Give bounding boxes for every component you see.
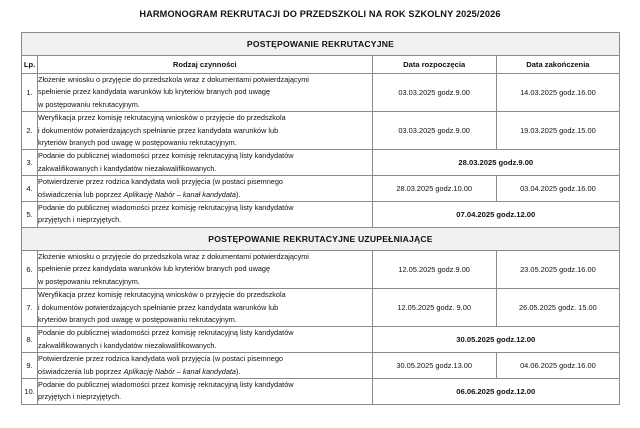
activity-description: Złożenie wniosku o przyjęcie do przedszkola wraz z dokumentami potwierdzającymi spełnienie przez kandydata warunków lub kryteriów branych pod uwagę w postępowaniu rekrutacyjnym.	[38, 250, 373, 288]
activity-description: Podanie do publicznej wiadomości przez komisję rekrutacyjną listy kandydatów zakwalifikowanych i kandydatów niezakwalifikowanych.	[38, 327, 373, 353]
row-number: 9.	[22, 353, 38, 379]
date-end: 14.03.2025 godz.16.00	[496, 74, 619, 112]
date-end: 23.05.2025 godz.16.00	[496, 250, 619, 288]
column-header-date-from: Data rozpoczęcia	[372, 56, 496, 74]
row-number: 4.	[22, 176, 38, 202]
row-number: 5.	[22, 202, 38, 228]
page-title: HARMONOGRAM REKRUTACJI DO PRZEDSZKOLI NA ROK SZKOLNY 2025/2026	[139, 9, 501, 19]
date-merged: 06.06.2025 godz.12.00	[372, 378, 619, 404]
date-merged: 28.03.2025 godz.9.00	[372, 150, 619, 176]
row-number: 6.	[22, 250, 38, 288]
activity-description: Podanie do publicznej wiadomości przez komisję rekrutacyjną listy kandydatów zakwalifikowanych i kandydatów niezakwalifikowanych.	[38, 150, 373, 176]
date-end: 26.05.2025 godz. 15.00	[496, 289, 619, 327]
activity-description: Weryfikacja przez komisję rekrutacyjną wniosków o przyjęcie do przedszkola i dokumentów potwierdzających spełnianie przez kandydata warunków lub kryteriów branych pod uwagę w postępowaniu rekrutacyjnym.	[38, 289, 373, 327]
table-row	[22, 74, 620, 112]
row-number: 7.	[22, 289, 38, 327]
activity-description: Potwierdzenie przez rodzica kandydata woli przyjęcia (w postaci pisemnego oświadczenia lub poprzez Aplikację Nabór – kanał kandydata).	[38, 353, 373, 379]
date-start: 28.03.2025 godz.10.00	[372, 176, 496, 202]
section-header-row	[22, 33, 620, 56]
column-header-row	[22, 56, 620, 74]
date-start: 12.05.2025 godz.9.00	[372, 250, 496, 288]
row-number: 1.	[22, 74, 38, 112]
date-merged: 30.05.2025 godz.12.00	[372, 327, 619, 353]
date-start: 03.03.2025 godz.9.00	[372, 112, 496, 150]
activity-description: Złożenie wniosku o przyjęcie do przedszkola wraz z dokumentami potwierdzającymi spełnienie przez kandydata warunków lub kryteriów branych pod uwagę w postępowaniu rekrutacyjnym.	[38, 74, 373, 112]
date-end: 03.04.2025 godz.16.00	[496, 176, 619, 202]
row-number: 3.	[22, 150, 38, 176]
table-row	[22, 202, 620, 228]
row-number: 2.	[22, 112, 38, 150]
section-header-label: POSTĘPOWANIE REKRUTACYJNE	[22, 33, 620, 56]
section-header-row	[22, 227, 620, 250]
activity-description: Potwierdzenie przez rodzica kandydata woli przyjęcia (w postaci pisemnego oświadczenia lub poprzez Aplikację Nabór – kanał kandydata).	[38, 176, 373, 202]
date-start: 30.05.2025 godz.13.00	[372, 353, 496, 379]
table-row	[22, 289, 620, 327]
table-row	[22, 327, 620, 353]
section-header-label: POSTĘPOWANIE REKRUTACYJNE UZUPEŁNIAJĄCE	[22, 227, 620, 250]
schedule-table-container	[21, 32, 620, 405]
date-start: 03.03.2025 godz.9.00	[372, 74, 496, 112]
date-end: 04.06.2025 godz.16.00	[496, 353, 619, 379]
recruitment-schedule-table	[21, 32, 620, 405]
table-row	[22, 150, 620, 176]
table-row	[22, 250, 620, 288]
column-header-lp: Lp.	[22, 56, 38, 74]
column-header-activity: Rodzaj czynności	[38, 56, 373, 74]
activity-description: Weryfikacja przez komisję rekrutacyjną wniosków o przyjęcie do przedszkola i dokumentów potwierdzających spełnianie przez kandydata warunków lub kryteriów branych pod uwagę w postępowaniu rekrutacyjnym.	[38, 112, 373, 150]
row-number: 8.	[22, 327, 38, 353]
table-row	[22, 353, 620, 379]
date-merged: 07.04.2025 godz.12.00	[372, 202, 619, 228]
table-body	[22, 33, 620, 405]
table-row	[22, 378, 620, 404]
activity-description: Podanie do publicznej wiadomości przez komisję rekrutacyjną listy kandydatów przyjętych i nieprzyjętych.	[38, 202, 373, 228]
activity-description: Podanie do publicznej wiadomości przez komisję rekrutacyjną listy kandydatów przyjętych i nieprzyjętych.	[38, 378, 373, 404]
table-row	[22, 176, 620, 202]
column-header-date-to: Data zakończenia	[496, 56, 619, 74]
table-row	[22, 112, 620, 150]
date-end: 19.03.2025 godz.15.00	[496, 112, 619, 150]
row-number: 10.	[22, 378, 38, 404]
date-start: 12.05.2025 godz. 9.00	[372, 289, 496, 327]
